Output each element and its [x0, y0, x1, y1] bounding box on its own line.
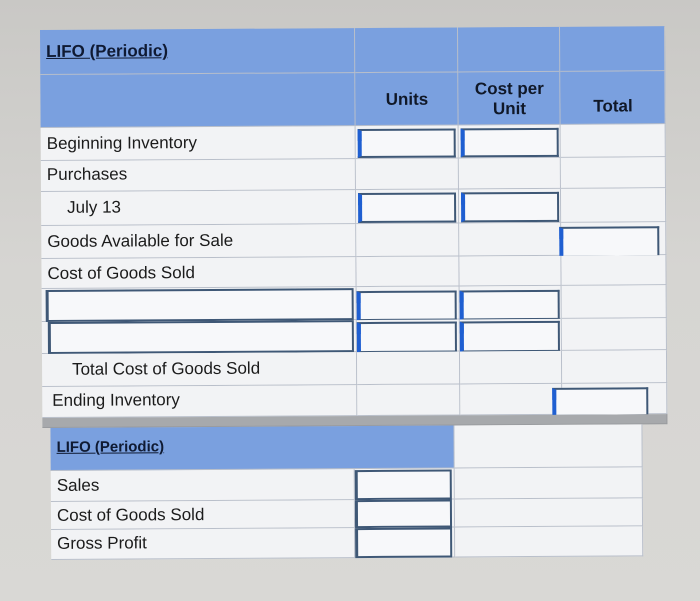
label-total-cogs: Total Cost of Goods Sold — [72, 358, 261, 379]
cogs-layer2-label-input[interactable] — [48, 320, 354, 354]
row-cogs-total — [561, 255, 666, 286]
cogs-layer2-units-input[interactable] — [357, 321, 457, 353]
label-gross-profit: Gross Profit — [57, 533, 147, 553]
row-beginning-total — [561, 124, 666, 158]
july13-units-input[interactable] — [358, 192, 456, 223]
label-beginning-inventory: Beginning Inventory — [46, 133, 198, 153]
s2-cogs-input[interactable] — [355, 499, 452, 528]
label-goods-available: Goods Available for Sale — [47, 230, 234, 251]
row-cogs-cost — [459, 256, 561, 287]
beginning-cost-input[interactable] — [461, 128, 559, 158]
beginning-units-input[interactable] — [358, 128, 456, 158]
row-purchases-cost — [459, 158, 561, 190]
lifo-worksheet — [40, 26, 668, 570]
column-header-total: Total — [593, 96, 633, 116]
july13-cost-input[interactable] — [461, 192, 559, 223]
sales-input[interactable] — [355, 469, 452, 500]
label-purchases: Purchases — [46, 164, 128, 184]
label-sales: Sales — [56, 475, 100, 495]
label-cost-of-goods-sold: Cost of Goods Sold — [47, 263, 195, 283]
cogs-layer1-cost-input[interactable] — [460, 290, 560, 321]
ending-inventory-total-input[interactable] — [552, 387, 648, 417]
title-filler-total — [560, 26, 665, 72]
label-s2-cost-of-goods-sold: Cost of Goods Sold — [56, 505, 205, 525]
row-ending-units — [357, 384, 460, 416]
row-total-cogs-cost — [460, 351, 562, 385]
row-goods-available-cost — [459, 223, 561, 257]
row-july13-total — [561, 188, 666, 223]
title-filler-units — [355, 27, 458, 73]
cogs-layer1-label-input[interactable] — [46, 288, 354, 322]
section2-title-filler — [454, 424, 642, 468]
row-purchases-units — [356, 158, 459, 190]
goods-available-total-input[interactable] — [559, 226, 659, 258]
row-total-cogs-total — [562, 350, 667, 384]
row-cogs-units — [356, 256, 459, 287]
row-gross-profit-filler — [455, 526, 643, 557]
cogs-layer1-units-input[interactable] — [357, 290, 457, 321]
row-sales-filler — [455, 467, 643, 499]
section-title: LIFO (Periodic) — [46, 41, 169, 61]
section2-title: LIFO (Periodic) — [56, 438, 165, 456]
row-purchases-total — [561, 157, 666, 189]
row-s2-cogs-filler — [455, 498, 643, 527]
row-ending-cost — [460, 384, 562, 416]
label-ending-inventory: Ending Inventory — [52, 390, 180, 410]
row-total-cogs-units — [357, 351, 460, 385]
row-goods-available-units — [356, 223, 459, 257]
label-july-13: July 13 — [67, 197, 122, 217]
gross-profit-input[interactable] — [355, 527, 452, 558]
header-label-cell — [40, 73, 355, 128]
column-header-cost-per-unit: Cost per Unit — [474, 78, 544, 119]
cogs-layer2-cost-input[interactable] — [460, 321, 560, 353]
column-header-units: Units — [385, 89, 429, 109]
title-filler-cost — [458, 27, 560, 73]
row-layer2-total — [562, 318, 667, 351]
row-layer1-total — [562, 285, 667, 319]
